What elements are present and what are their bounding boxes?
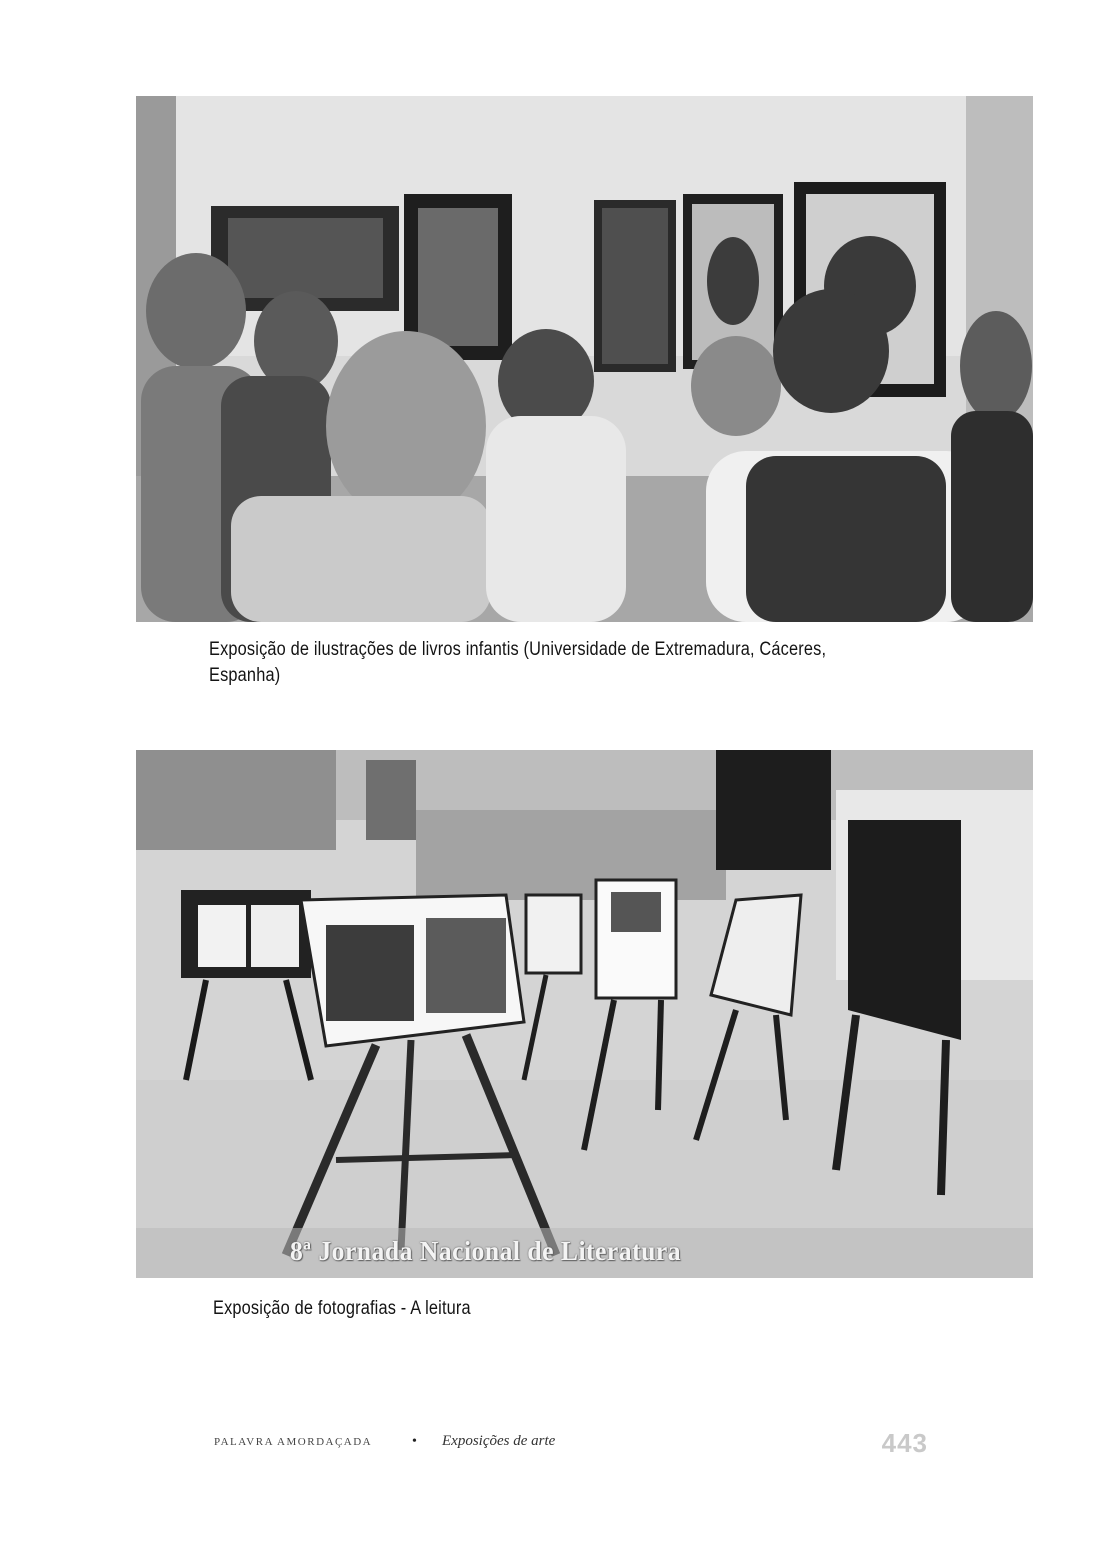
footer-separator: •	[412, 1434, 417, 1449]
photo-overlay-title: 8ª Jornada Nacional de Literatura	[290, 1236, 681, 1266]
page-number: 443	[881, 1428, 928, 1458]
photo-caption-photographs: Exposição de fotografias - A leitura	[213, 1298, 471, 1319]
footer-book-title: PALAVRA AMORDAÇADA	[214, 1436, 373, 1448]
page-footer	[214, 1428, 940, 1462]
photo-caption-illustrations: Exposição de ilustrações de livros infantis (Universidade de Extremadura, Cáceres, Espanha)	[209, 639, 827, 686]
exhibition-photo-photographs	[136, 750, 1033, 1278]
footer-section-title: Exposições de arte	[442, 1433, 556, 1449]
photo-illustrations-image	[136, 96, 1033, 622]
exhibition-photo-illustrations	[136, 96, 1033, 622]
photo-photographs-image	[136, 750, 1033, 1278]
